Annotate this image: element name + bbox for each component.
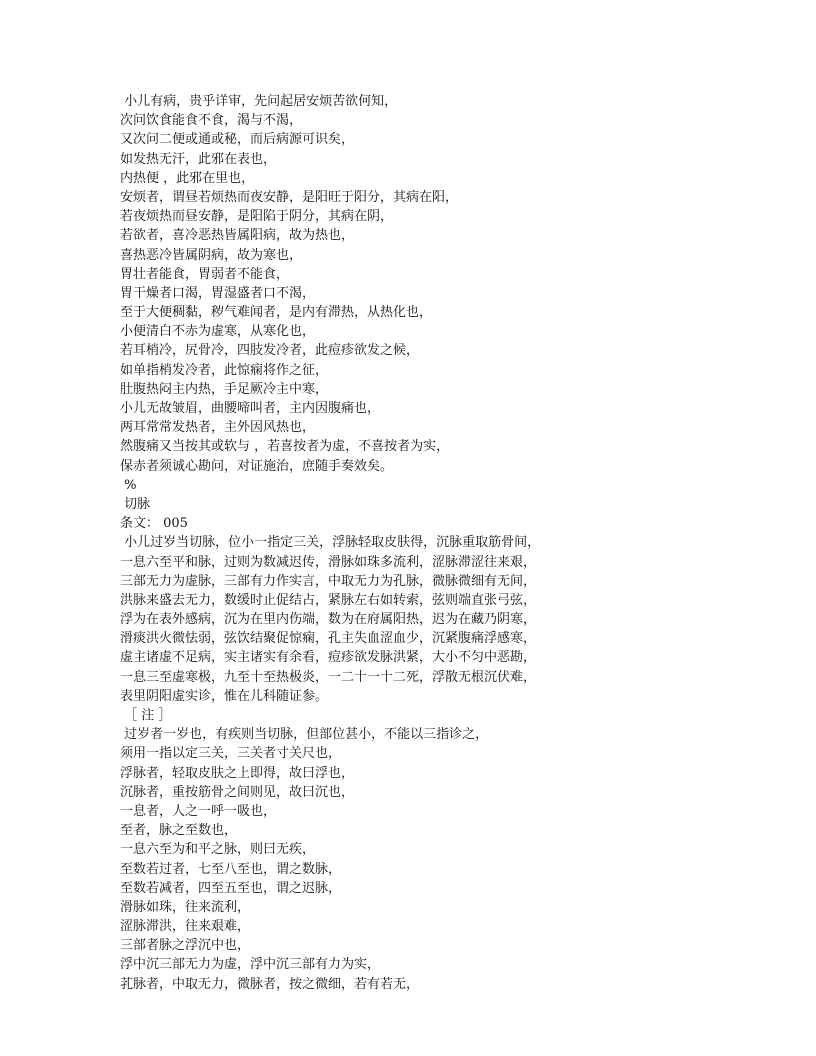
- text-line: 滑痰洪火微怯弱，弦饮结聚促惊痫，孔主失血涩血少，沉紧腹痛浮感寒，: [120, 631, 537, 647]
- text-line: 过岁者一岁也，有疾则当切脉，但部位甚小，不能以三指诊之，: [120, 727, 489, 743]
- article-number: 条文： 005: [120, 516, 188, 532]
- text-line: 如发热无汗，此邪在表也，: [120, 151, 277, 167]
- text-line: 虚主诸虚不足病，实主诸实有余看，痘疹欲发脉洪紧，大小不匀中恶勘，: [120, 650, 537, 666]
- text-line: 三部者脉之浮沉中也，: [120, 938, 251, 954]
- text-line: 滑脉如珠，往来流利，: [120, 899, 251, 915]
- text-line: 一息六至为和平之脉，则曰无疾，: [120, 842, 316, 858]
- text-line: 一息六至平和脉，过则为数减迟传，滑脉如珠多流利，涩脉滞涩往来艰，: [120, 554, 537, 570]
- text-line: 胃壮者能食，胃弱者不能食，: [120, 266, 290, 282]
- text-line: 至者，脉之至数也，: [120, 823, 238, 839]
- text-line: 三部无力为虚脉，三部有力作实言，中取无力为孔脉，微脉微细有无间，: [120, 573, 537, 589]
- text-line: 然腹痛又当按其或软与 ，若喜按者为虚，不喜按者为实，: [120, 439, 450, 455]
- text-line: 浮脉者，轻取皮肤之上即得，故曰浮也，: [120, 765, 355, 781]
- text-line: 一息三至虚寒极，九至十至热极炎，一二十一十二死，浮散无根沉伏难，: [120, 669, 537, 685]
- text-line: 涩脉滞洪，往来艰难，: [120, 919, 251, 935]
- text-line: 如单指梢发冷者，此惊痫将作之征，: [120, 362, 329, 378]
- notes-heading: ［ 注 ］: [120, 708, 172, 723]
- text-line: 内热便 ，此邪在里也，: [120, 170, 255, 186]
- text-line: 至数若过者，七至八至也，谓之数脉，: [120, 861, 342, 877]
- text-line: 胃干燥者口渴，胃湿盛者口不渴，: [120, 285, 316, 301]
- text-line: 小儿有病，贵乎详审，先问起居安烦苦欲何知，: [120, 94, 398, 109]
- text-line: 若夜烦热而昼安静，是阳陷于阴分，其病在阴，: [120, 209, 394, 225]
- text-line: 喜热恶冷皆属阴病，故为寒也，: [120, 247, 303, 263]
- text-line: 两耳常常发热者，主外因风热也，: [120, 420, 316, 436]
- text-line: 表里阴阳虚实诊，惟在儿科随证参。: [120, 688, 329, 704]
- text-line: 浮中沉三部无力为虚，浮中沉三部有力为实，: [120, 957, 381, 973]
- text-line: 若耳梢冷，尻骨冷，四肢发冷者，此痘疹欲发之候，: [120, 343, 420, 359]
- text-line: 至于大便稠黏，秽气难闻者，是内有滞热，从热化也，: [120, 305, 433, 321]
- text-line: 浮为在表外感病，沉为在里内伤端，数为在府属阳热，迟为在藏乃阴寒，: [120, 612, 537, 628]
- text-line: 小便清白不赤为虚寒，从寒化也，: [120, 324, 316, 340]
- text-line: 次问饮食能食不食，渴与不渴，: [120, 113, 303, 129]
- section-heading: 切脉: [120, 496, 151, 512]
- text-line: 沉脉者，重按筋骨之间则见，故曰沉也，: [120, 784, 355, 800]
- text-line: 安烦者，谓昼若烦热而夜安静，是阳旺于阳分，其病在阳，: [120, 189, 459, 205]
- text-line: 一息者，人之一呼一吸也，: [120, 803, 277, 819]
- document-text: [120, 92, 800, 994]
- section-marker: %: [120, 477, 137, 493]
- text-line: 小儿过岁当切脉，位小一指定三关，浮脉轻取皮肤得，沉脉重取筋骨间，: [120, 535, 541, 551]
- text-line: 小儿无故皱眉，曲腰啼叫者，主内因腹痛也，: [120, 401, 381, 416]
- text-line: 至数若减者，四至五至也，谓之迟脉，: [120, 880, 342, 896]
- text-line: 保赤者须诚心勘问，对证施治，庶随手奏效矣。: [120, 458, 394, 474]
- text-line: 芤脉者，中取无力，微脉者，按之微细，若有若无，: [120, 976, 420, 992]
- text-line: 肚腹热闷主内热，手足厥冷主中寒，: [120, 381, 329, 397]
- text-line: 若欲者，喜冷恶热皆属阳病，故为热也，: [120, 228, 355, 244]
- text-line: 又次问二便或通或秘，而后病源可识矣，: [120, 132, 355, 148]
- text-line: 洪脉来盛去无力，数缓时止促结占，紧脉左右如转索，弦则端直张弓弦，: [120, 592, 537, 608]
- text-line: 须用一指以定三关，三关者寸关尺也，: [120, 746, 342, 762]
